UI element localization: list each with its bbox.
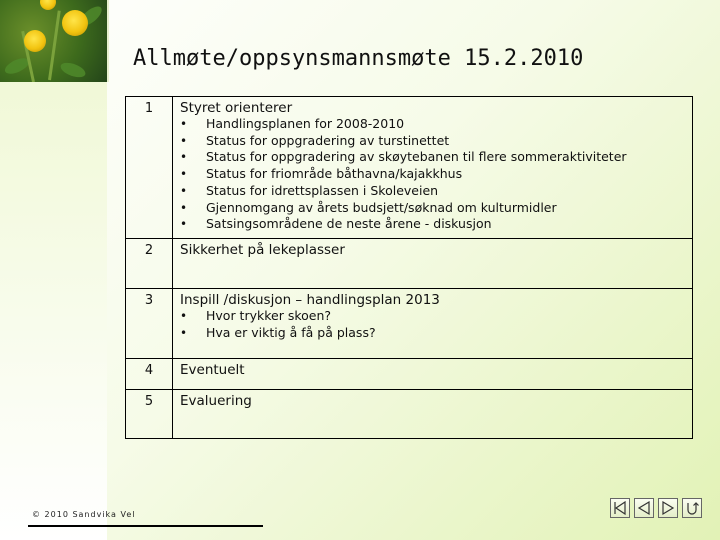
agenda-item-body — [173, 239, 693, 289]
agenda-row-3 — [126, 289, 693, 359]
first-slide-button[interactable] — [610, 498, 630, 518]
copyright-text: © 2010 Sandvika Vel — [32, 510, 136, 519]
agenda-heading: Evaluering — [180, 393, 252, 409]
agenda-number: 1 — [126, 97, 173, 239]
agenda-heading: Sikkerhet på lekeplasser — [180, 242, 345, 258]
agenda-heading: Eventuelt — [180, 362, 245, 378]
first-slide-icon — [612, 500, 628, 516]
bullet-item: • Status for idrettsplassen i Skoleveien — [180, 183, 692, 200]
bullet-item: • Handlingsplanen for 2008-2010 — [180, 116, 692, 133]
agenda-item-body — [173, 359, 693, 390]
return-button[interactable] — [682, 498, 702, 518]
bullet-item: • Status for oppgradering av skøytebanen til flere sommeraktiviteter — [180, 149, 692, 166]
photo-edge — [107, 0, 109, 82]
agenda-number: 3 — [126, 289, 173, 359]
next-slide-button[interactable] — [658, 498, 678, 518]
bullet-item: • Status for friområde båthavna/kajakkhus — [180, 166, 692, 183]
agenda-number: 2 — [126, 239, 173, 289]
agenda-row-1 — [126, 97, 693, 239]
slide-title: Allmøte/oppsynsmannsmøte 15.2.2010 — [133, 46, 584, 71]
previous-slide-button[interactable] — [634, 498, 654, 518]
return-icon — [684, 500, 700, 516]
flower-photo — [0, 0, 107, 82]
bullet-item: • Hva er viktig å få på plass? — [180, 325, 692, 342]
footer-rule — [28, 525, 263, 527]
agenda-item-body — [173, 97, 693, 239]
agenda-row-5 — [126, 390, 693, 439]
agenda-heading: Inspill /diskusjon – handlingsplan 2013 — [180, 292, 440, 308]
next-slide-icon — [660, 500, 676, 516]
previous-slide-icon — [636, 500, 652, 516]
agenda-item-body — [173, 390, 693, 439]
agenda-item-body — [173, 289, 693, 359]
bullet-item: • Satsingsområdene de neste årene - diskusjon — [180, 216, 692, 233]
agenda-heading: Styret orienterer — [180, 100, 293, 116]
agenda-table — [125, 96, 693, 439]
agenda-row-2 — [126, 239, 693, 289]
bullet-list — [180, 308, 692, 341]
bullet-item: • Gjennomgang av årets budsjett/søknad om kulturmidler — [180, 200, 692, 217]
agenda-number: 4 — [126, 359, 173, 390]
bullet-item: • Status for oppgradering av turstinettet — [180, 133, 692, 150]
agenda-number: 5 — [126, 390, 173, 439]
bullet-item: • Hvor trykker skoen? — [180, 308, 692, 325]
agenda-row-4 — [126, 359, 693, 390]
bullet-list — [180, 116, 692, 233]
slide-navigation — [610, 498, 702, 518]
